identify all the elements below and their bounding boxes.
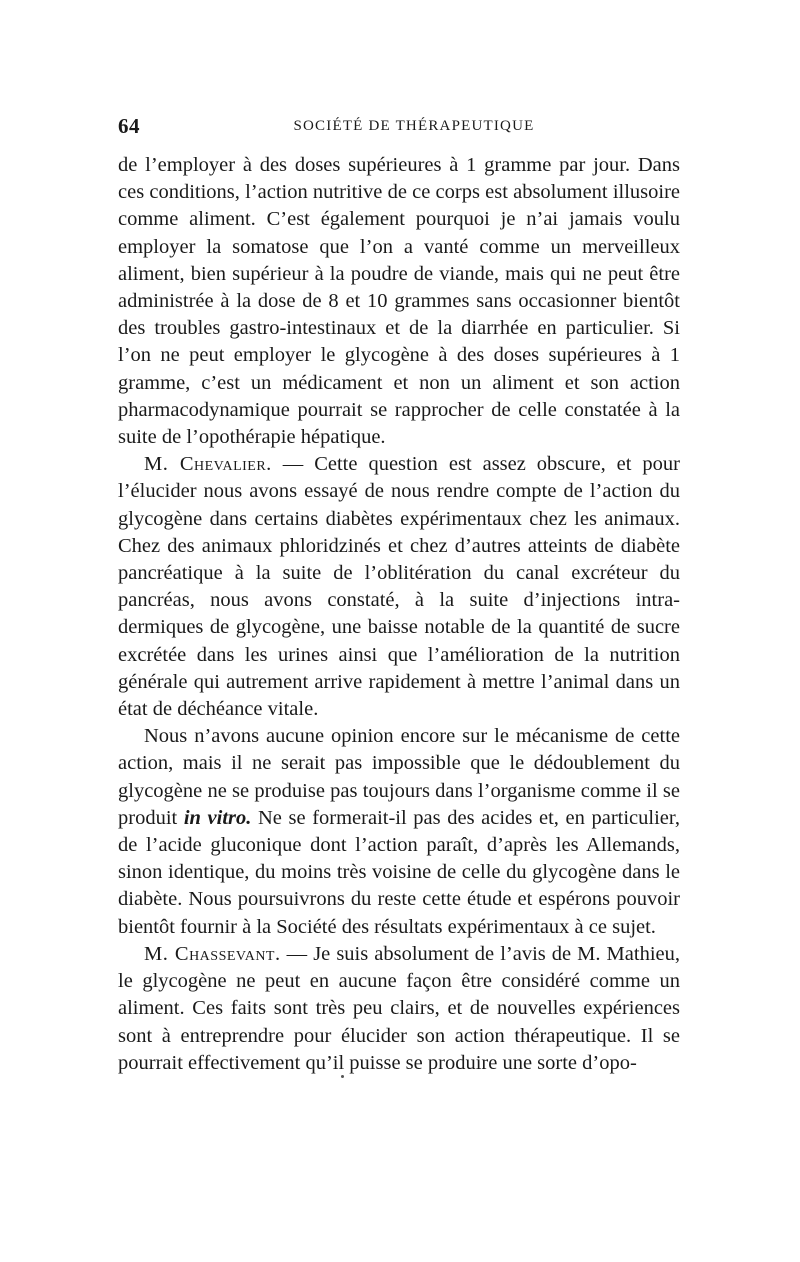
page-number: 64 xyxy=(118,114,140,138)
paragraph-3 xyxy=(118,723,680,941)
paragraph-3-text-after: Ne se formerait-il pas des acides et, en particulier, de l’acide gluconique dont l’action paraît, d’après les Allemands, sinon identique, du moins très voisine de celle du glycogène dans le diabète. Nous poursuivrons du reste cette étude et espérons pouvoir bientôt fournir à la Société des résultats expérimentaux à ce sujet. xyxy=(118,806,681,938)
speaker-chassevant: M. Chassevant. xyxy=(144,942,281,965)
paragraph-1 xyxy=(118,152,680,451)
ink-speck xyxy=(341,1075,344,1078)
paragraph-chassevant xyxy=(118,941,680,1077)
body-text xyxy=(118,152,680,1077)
page-header xyxy=(118,114,680,140)
paragraph-chevalier-text: — Cette question est assez obscure, et pour l’élucider nous avons essayé de nous rendre compte de l’action du glycogène dans certains diabètes expérimentaux chez les animaux. Chez des animaux phloridzinés et chez d’autres atteints de diabète pancréatique à la suite de l’oblitération du canal excréteur du pancréas, nous avons constaté, à la suite d’injections intra-dermiques de glycogène, une baisse notable de la quantité de sucre excrétée dans les urines ainsi que l’amélioration de la nutrition générale qui autrement arrive rapidement à mettre l’animal dans un état de déchéance vitale. xyxy=(118,453,680,721)
paragraph-1-text: de l’employer à des doses supérieures à 1 gramme par jour. Dans ces conditions, l’action nutritive de ce corps est absolument illusoire comme aliment. C’est également pourquoi je n’ai jamais voulu employer la somatose que l’on a vanté comme un merveilleux aliment, bien supérieur à la poudre de viande, mais qui ne peut être administrée à la dose de 8 et 10 grammes sans occasionner bientôt des troubles gastro-intestinaux et de la diarrhée en particulier. Si l’on ne peut employer le glycogène à des doses supérieures à 1 gramme, c’est un médicament et non un aliment et son action pharmacodynamique pourrait se rapprocher de celle constatée à la suite de l’opothérapie hépatique. xyxy=(118,154,680,449)
running-head: SOCIÉTÉ DE THÉRAPEUTIQUE xyxy=(293,118,535,134)
paragraph-chassevant-text: — Je suis absolument de l’avis de M. Mathieu, le glycogène ne peut en aucune façon être considéré comme un aliment. Ces faits sont très peu clairs, et de nouvelles expériences sont à entreprendre pour élucider son action thérapeutique. Il se pourrait effectivement qu’il puisse se produire une sorte d’opo- xyxy=(118,942,681,1074)
italic-in-vitro: in vitro. xyxy=(183,806,252,829)
paragraph-3-text-before: Nous n’avons aucune opinion encore sur le mécanisme de cette action, mais il ne serait pas impossible que le dédoublement du glycogène ne se produise pas toujours dans l’organisme comme il se produit xyxy=(118,725,680,829)
speaker-chevalier: M. Chevalier. xyxy=(144,453,272,476)
paragraph-chevalier xyxy=(118,451,680,723)
